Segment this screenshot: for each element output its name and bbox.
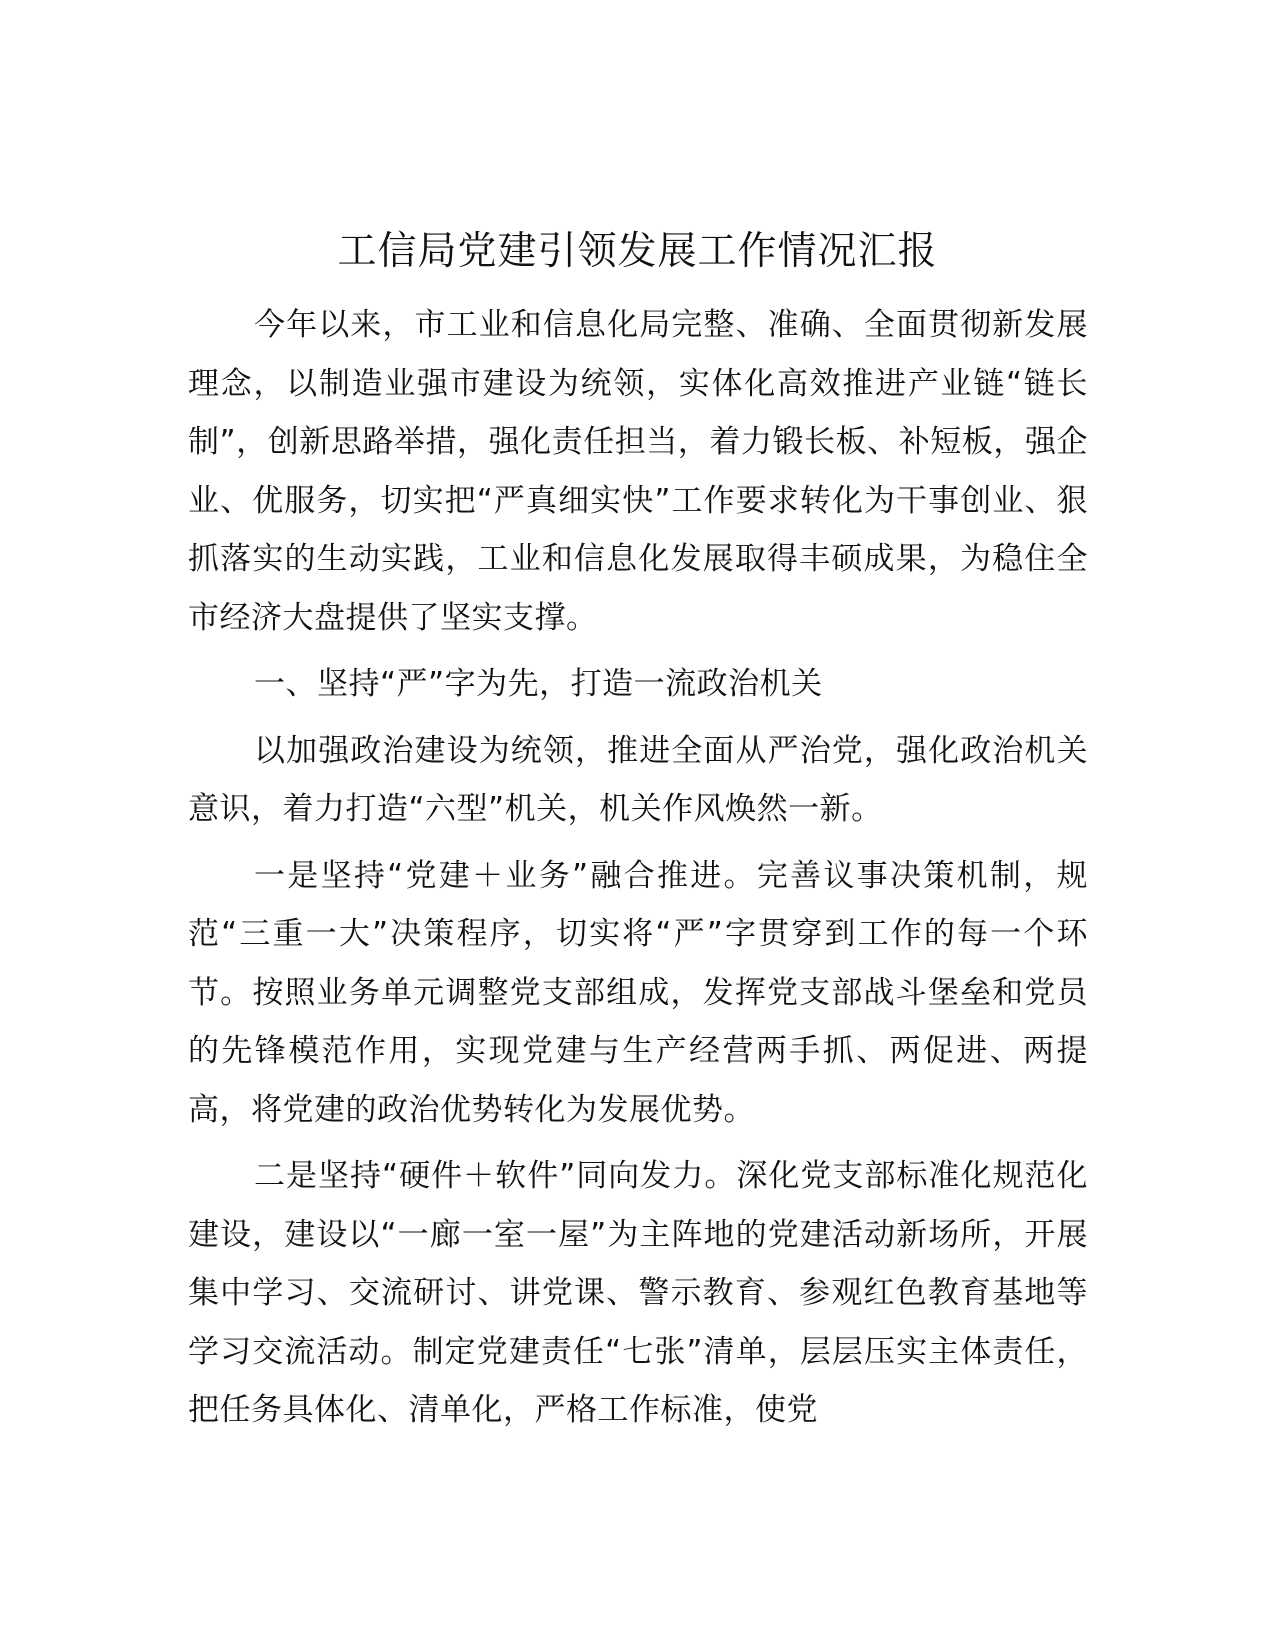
paragraph-point-1: 一是坚持“党建＋业务”融合推进。完善议事决策机制，规范“三重一大”决策程序，切实将“严”字贯穿到工作的每一个环节。按照业务单元调整党支部组成，发挥党支部战斗堡垒和党员的先锋模范作用，实现党建与生产经营两手抓、两促进、两提高，将党建的政治优势转化为发展优势。 <box>188 857 1088 1128</box>
paragraph-intro: 今年以来，市工业和信息化局完整、准确、全面贯彻新发展理念，以制造业强市建设为统领，实体化高效推进产业链“链长制”，创新思路举措，强化责任担当，着力锻长板、补短板，强企业、优服务，切实把“严真细实快”工作要求转化为干事创业、狠抓落实的生动实践，工业和信息化发展取得丰硕成果，为稳住全市经济大盘提供了坚实支撑。 <box>188 307 1088 636</box>
document-title: 工信局党建引领发展工作情况汇报 <box>337 229 938 274</box>
paragraph-point-2: 二是坚持“硬件＋软件”同向发力。深化党支部标准化规范化建设，建设以“一廊一室一屋”为主阵地的党建活动新场所，开展集中学习、交流研讨、讲党课、警示教育、参观红色教育基地等学习交流活动。制定党建责任“七张”清单，层层压实主体责任，把任务具体化、清单化，严格工作标准，使党 <box>188 1158 1088 1428</box>
document-body <box>188 296 1088 1448</box>
paragraph-section-1-summary: 以加强政治建设为统领，推进全面从严治党，强化政治机关意识，着力打造“六型”机关，机关作风焕然一新。 <box>188 732 1088 827</box>
section-heading-1: 一、坚持“严”字为先，打造一流政治机关 <box>254 666 823 702</box>
